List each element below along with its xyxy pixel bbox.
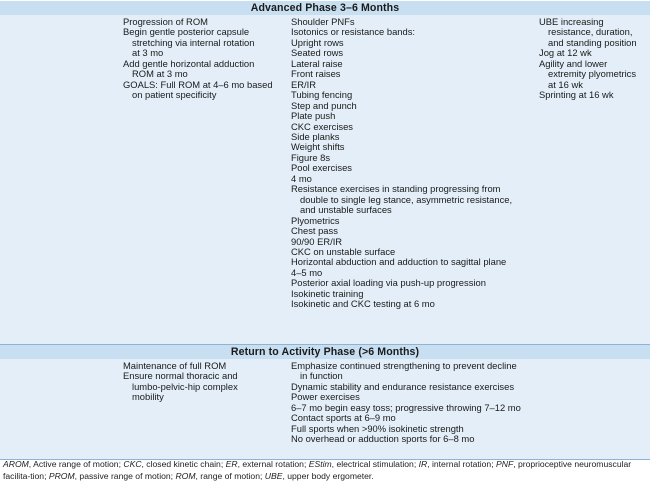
protocol-line: at 16 wk: [548, 78, 583, 90]
protocol-line: Emphasize continued strengthening to prevent decline: [291, 360, 517, 371]
protocol-line: Step and punch: [291, 99, 357, 111]
advanced-strength-column: [291, 17, 512, 310]
protocol-line: Weight shifts: [291, 141, 345, 153]
footnote-definition: , Active range of motion;: [28, 459, 124, 469]
advanced-phase-section: [0, 15, 650, 344]
protocol-line: double to single leg stance, asymmetric resistance,: [300, 193, 513, 205]
protocol-line: lumbo-pelvic-hip complex: [132, 380, 238, 392]
protocol-line: Isotonics or resistance bands:: [291, 26, 416, 38]
protocol-line: Begin gentle posterior capsule: [123, 26, 250, 38]
protocol-line: Shoulder PNFs: [291, 16, 355, 27]
protocol-line: Plate push: [291, 110, 336, 122]
protocol-line: CKC on unstable surface: [291, 245, 396, 257]
footnote-abbreviation: CKC: [123, 459, 142, 469]
footnote-abbreviation: UBE: [264, 470, 283, 481]
return-strength-column: [291, 361, 521, 445]
footnote-definition: , internal rotation;: [427, 459, 496, 469]
protocol-line: Jog at 12 wk: [539, 47, 592, 59]
protocol-line: in function: [300, 370, 343, 382]
protocol-line: Front raises: [291, 68, 341, 80]
protocol-line: Plyometrics: [291, 214, 340, 226]
protocol-line: No overhead or adduction sports for 6–8 mo: [291, 433, 475, 445]
protocol-line: Agility and lower: [539, 57, 608, 69]
protocol-line: Seated rows: [291, 47, 344, 59]
protocol-line: UBE increasing: [539, 16, 604, 27]
advanced-rom-column: [123, 17, 273, 101]
protocol-line: CKC exercises: [291, 120, 353, 132]
protocol-line: Side planks: [291, 130, 340, 142]
protocol-line: Pool exercises: [291, 162, 352, 174]
protocol-line: resistance, duration,: [548, 26, 633, 38]
footnote-definition: , closed kinetic chain;: [141, 459, 226, 469]
protocol-line: stretching via internal rotation: [132, 36, 255, 48]
protocol-line: Upright rows: [291, 36, 344, 48]
footnote-abbreviation: ER: [225, 459, 238, 469]
footnote-abbreviation: AROM: [3, 459, 29, 469]
footnote-definition: , external rotation;: [237, 459, 309, 469]
protocol-line: mobility: [132, 391, 164, 403]
protocol-line: Power exercises: [291, 391, 360, 403]
protocol-line: 6–7 mo begin easy toss; progressive throwing 7–12 mo: [291, 401, 521, 413]
protocol-line: 90/90 ER/IR: [291, 235, 343, 247]
protocol-line: Lateral raise: [291, 57, 343, 69]
protocol-line: on patient specificity: [132, 89, 217, 101]
protocol-line: ER/IR: [291, 78, 317, 90]
advanced-phase-header: Advanced Phase 3–6 Months: [0, 1, 650, 15]
protocol-line: ROM at 3 mo: [132, 68, 188, 80]
protocol-line: extremity plyometrics: [548, 68, 637, 80]
protocol-line: Add gentle horizontal adduction: [123, 57, 255, 69]
protocol-line: Isokinetic training: [291, 287, 364, 299]
return-phase-header: Return to Activity Phase (>6 Months): [0, 345, 650, 359]
advanced-activity-column: [539, 17, 637, 101]
protocol-line: Contact sports at 6–9 mo: [291, 412, 396, 424]
protocol-line: Resistance exercises in standing progressing from: [291, 183, 501, 195]
protocol-line: Isokinetic and CKC testing at 6 mo: [291, 298, 435, 310]
protocol-line: and standing position: [548, 36, 637, 48]
footnote-abbreviation: ROM: [175, 470, 196, 481]
protocol-line: Figure 8s: [291, 151, 331, 163]
footnote-definition: , range of motion;: [195, 470, 265, 481]
footnote-definition: , passive range of motion;: [74, 470, 176, 481]
footnote-abbreviation: EStim: [308, 459, 332, 469]
protocol-line: Ensure normal thoracic and: [123, 370, 238, 382]
footnote-definition: , electrical stimulation;: [331, 459, 419, 469]
protocol-line: 4–5 mo: [291, 266, 323, 278]
protocol-line: 4 mo: [291, 172, 312, 184]
protocol-line: Posterior axial loading via push-up progression: [291, 277, 486, 289]
return-rom-column: [123, 361, 238, 403]
protocol-line: at 3 mo: [132, 47, 164, 59]
protocol-line: and unstable surfaces: [300, 204, 392, 216]
abbreviation-footnote: [3, 459, 648, 482]
protocol-line: Maintenance of full ROM: [123, 360, 227, 371]
footnote-abbreviation: IR: [418, 459, 428, 469]
protocol-line: Sprinting at 16 wk: [539, 89, 614, 101]
return-phase-section: [0, 359, 650, 459]
protocol-line: Full sports when >90% isokinetic strength: [291, 422, 464, 434]
footnote-abbreviation: PNF: [496, 459, 514, 469]
protocol-line: GOALS: Full ROM at 4–6 mo based: [123, 78, 273, 90]
footnote-definition: , upper body ergometer.: [282, 470, 374, 481]
footnote-definition: , proprioceptive neuromuscular facilita-tion;: [3, 459, 632, 481]
protocol-line: Dynamic stability and endurance resistance exercises: [291, 380, 515, 392]
protocol-line: Tubing fencing: [291, 89, 353, 101]
protocol-line: Progression of ROM: [123, 16, 208, 27]
protocol-line: Chest pass: [291, 225, 338, 237]
protocol-line: Horizontal abduction and adduction to sagittal plane: [291, 256, 507, 268]
footnote-abbreviation: PROM: [48, 470, 75, 481]
